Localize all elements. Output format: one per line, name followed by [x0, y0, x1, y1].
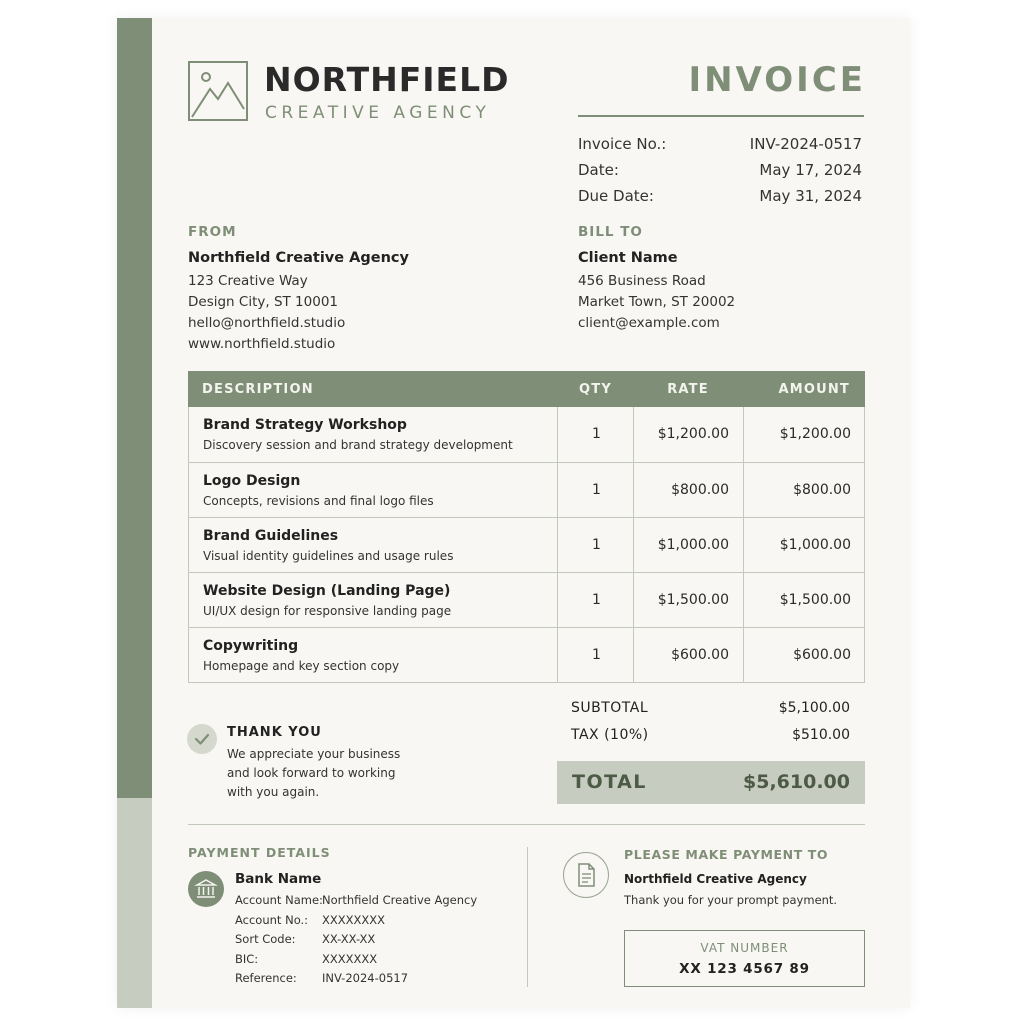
from-address-line: 123 Creative Way — [188, 273, 308, 289]
from-address-line: Design City, ST 10001 — [188, 294, 338, 310]
table-header — [188, 371, 865, 407]
footer-divider — [188, 824, 865, 825]
thank-you-line: and look forward to working — [227, 766, 396, 780]
item-rate: $1,500.00 — [657, 592, 729, 608]
reference-value: INV-2024-0517 — [322, 971, 409, 985]
bill-to-address-line: 456 Business Road — [578, 273, 706, 289]
reference-label: Reference: — [235, 971, 297, 985]
account-name-value: Northfield Creative Agency — [322, 893, 478, 907]
from-heading: FROM — [188, 224, 237, 240]
item-title: Brand Guidelines — [203, 528, 339, 544]
due-date-label: Due Date: — [578, 187, 654, 205]
header-qty: QTY — [579, 382, 612, 397]
thank-you-line: We appreciate your business — [227, 747, 401, 761]
item-qty: 1 — [592, 647, 601, 663]
bill-to-heading: BILL TO — [578, 224, 643, 240]
mountain-logo-icon — [188, 61, 248, 121]
item-qty: 1 — [592, 426, 601, 442]
item-rate: $1,200.00 — [657, 426, 729, 442]
thank-you-line: with you again. — [227, 785, 320, 799]
from-email: hello@northfield.studio — [188, 315, 346, 331]
invoice-number-label: Invoice No.: — [578, 135, 667, 153]
item-amount: $600.00 — [793, 647, 851, 663]
item-qty: 1 — [592, 592, 601, 608]
item-amount: $1,200.00 — [779, 426, 851, 442]
from-website: www.northfield.studio — [188, 336, 336, 352]
bank-icon — [188, 871, 224, 907]
title-divider — [578, 115, 864, 117]
vat-label: VAT NUMBER — [700, 941, 789, 955]
sort-code-value: XX-XX-XX — [322, 932, 376, 946]
item-title: Copywriting — [203, 638, 299, 654]
item-description: Discovery session and brand strategy development — [203, 438, 513, 452]
account-number-label: Account No.: — [235, 913, 309, 927]
item-title: Website Design (Landing Page) — [203, 583, 451, 599]
account-name-label: Account Name: — [235, 893, 323, 907]
item-title: Logo Design — [203, 473, 301, 489]
table-row — [189, 462, 864, 517]
item-qty: 1 — [592, 537, 601, 553]
bill-to-name: Client Name — [578, 250, 678, 266]
line-items-table — [188, 371, 865, 683]
table-body — [188, 407, 865, 683]
make-payment-heading: PLEASE MAKE PAYMENT TO — [624, 847, 829, 862]
item-rate: $600.00 — [671, 647, 729, 663]
header-amount: AMOUNT — [778, 382, 850, 397]
bic-value: XXXXXXX — [322, 952, 378, 966]
item-amount: $1,000.00 — [779, 537, 851, 553]
table-row — [189, 627, 864, 682]
brand-name: NORTHFIELD — [264, 60, 510, 99]
table-row — [189, 407, 864, 462]
check-icon — [187, 724, 217, 754]
item-description: Homepage and key section copy — [203, 659, 400, 673]
item-description: Concepts, revisions and final logo files — [203, 494, 434, 508]
document-icon — [563, 852, 609, 898]
bank-name: Bank Name — [235, 871, 322, 887]
item-amount: $1,500.00 — [779, 592, 851, 608]
footer-column-divider — [527, 847, 528, 987]
document-title: INVOICE — [688, 60, 866, 100]
item-rate: $1,000.00 — [657, 537, 729, 553]
tax-value: $510.00 — [792, 727, 850, 743]
account-number-value: XXXXXXXX — [322, 913, 386, 927]
from-name: Northfield Creative Agency — [188, 250, 409, 266]
header-rate: RATE — [667, 382, 709, 397]
bill-to-email: client@example.com — [578, 315, 720, 331]
item-description: Visual identity guidelines and usage rules — [203, 549, 454, 563]
invoice-date-value: May 17, 2024 — [759, 161, 862, 179]
invoice-number-value: INV-2024-0517 — [749, 135, 862, 153]
side-accent-bar — [117, 18, 152, 798]
side-accent-bar-light — [117, 798, 152, 1008]
payee-name: Northfield Creative Agency — [624, 872, 807, 886]
total-value: $5,610.00 — [743, 771, 850, 793]
vat-number-box — [624, 930, 865, 987]
table-row — [189, 517, 864, 572]
item-rate: $800.00 — [671, 482, 729, 498]
invoice-date-label: Date: — [578, 161, 619, 179]
sort-code-label: Sort Code: — [235, 932, 296, 946]
payment-details-heading: PAYMENT DETAILS — [188, 845, 331, 860]
bic-label: BIC: — [235, 952, 259, 966]
item-amount: $800.00 — [793, 482, 851, 498]
item-description: UI/UX design for responsive landing page — [203, 604, 452, 618]
thank-you-heading: THANK YOU — [227, 725, 322, 740]
subtotal-label: SUBTOTAL — [571, 700, 649, 716]
table-row — [189, 572, 864, 627]
item-title: Brand Strategy Workshop — [203, 417, 407, 433]
item-qty: 1 — [592, 482, 601, 498]
total-box — [557, 761, 865, 804]
brand-tagline: CREATIVE AGENCY — [265, 103, 491, 123]
subtotal-value: $5,100.00 — [778, 700, 850, 716]
tax-label: TAX (10%) — [571, 727, 649, 743]
header-description: DESCRIPTION — [202, 382, 314, 397]
payment-thanks-line: Thank you for your prompt payment. — [624, 893, 838, 907]
bill-to-address-line: Market Town, ST 20002 — [578, 294, 736, 310]
due-date-value: May 31, 2024 — [759, 187, 862, 205]
total-label: TOTAL — [572, 771, 647, 793]
vat-value: XX 123 4567 89 — [679, 961, 810, 977]
